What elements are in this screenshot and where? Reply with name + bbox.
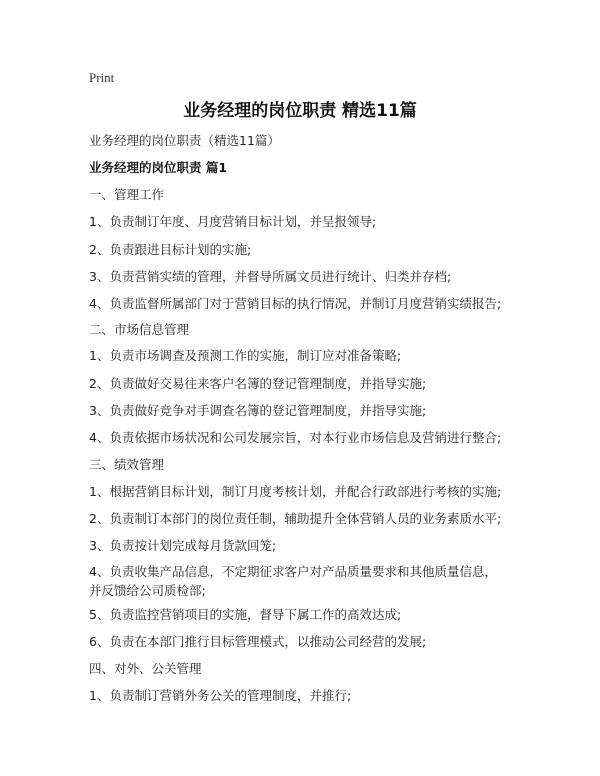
document-title: 业务经理的岗位职责 精选11篇 [183,101,417,121]
list-item: 4、负责收集产品信息，不定期征求客户对产品质量要求和其他质量信息，并反馈给公司质检部; [89,564,497,598]
list-item: 3、负责做好竞争对手调查名簿的登记管理制度，并指导实施; [89,403,427,418]
list-item: 1、负责市场调查及预测工作的实施，制订应对准备策略; [89,348,402,363]
section-heading-market-info: 二、市场信息管理 [89,322,190,337]
print-label: Print [89,70,115,85]
list-item: 6、负责在本部门推行目标管理模式，以推动公司经营的发展; [89,634,427,649]
list-item: 1、根据营销目标计划，制订月度考核计划，并配合行政部进行考核的实施; [89,484,502,499]
list-item: 2、负责制订本部门的岗位责任制，辅助提升全体营销人员的业务素质水平; [89,511,502,526]
list-item: 3、负责营销实绩的管理，并督导所属文员进行统计、归类并存档; [89,269,452,284]
section-heading-management: 一、管理工作 [89,187,165,202]
list-item: 3、负责按计划完成每月货款回笼; [89,538,277,553]
list-item: 1、负责制订年度、月度营销目标计划，并呈报领导; [89,214,377,229]
list-item: 2、负责做好交易往来客户名簿的登记管理制度，并指导实施; [89,376,427,391]
article-heading: 业务经理的岗位职责 篇1 [89,160,228,175]
list-item: 5、负责监控营销项目的实施，督导下属工作的高效达成; [89,607,402,622]
list-item: 4、负责依据市场状况和公司发展宗旨，对本行业市场信息及营销进行整合; [89,430,502,445]
document-subtitle: 业务经理的岗位职责（精选11篇） [89,133,280,148]
list-item: 4、负责监督所属部门对于营销目标的执行情况，并制订月度营销实绩报告; [89,296,502,311]
section-heading-performance: 三、绩效管理 [89,457,165,472]
list-item: 1、负责制订营销外务公关的管理制度，并推行; [89,688,352,703]
list-item: 2、负责跟进目标计划的实施; [89,242,252,257]
section-heading-public-relations: 四、对外、公关管理 [89,661,202,676]
